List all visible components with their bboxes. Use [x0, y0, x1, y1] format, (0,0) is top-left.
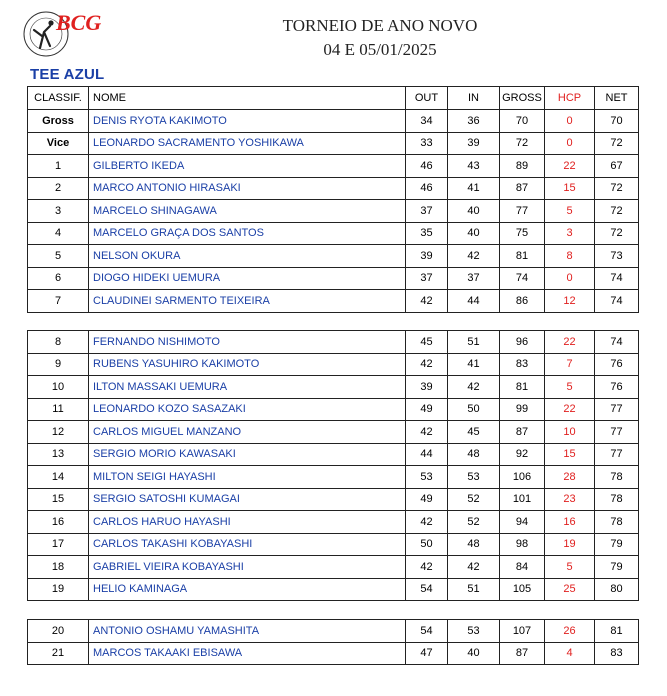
cell-in: 52 — [448, 488, 500, 511]
cell-net: 83 — [595, 642, 639, 665]
cell-in: 36 — [448, 110, 500, 133]
cell-hcp: 23 — [545, 488, 595, 511]
cell-in: 40 — [448, 200, 500, 223]
cell-in: 43 — [448, 155, 500, 178]
cell-in: 41 — [448, 177, 500, 200]
cell-out: 46 — [406, 177, 448, 200]
cell-hcp: 22 — [545, 398, 595, 421]
cell-name: CARLOS MIGUEL MANZANO — [89, 421, 406, 444]
cell-name: LEONARDO KOZO SASAZAKI — [89, 398, 406, 421]
cell-out: 49 — [406, 398, 448, 421]
table-row — [28, 331, 639, 354]
cell-net: 81 — [595, 620, 639, 643]
results-table-2 — [27, 330, 639, 601]
cell-gross: 89 — [500, 155, 545, 178]
cell-gross: 86 — [500, 290, 545, 313]
cell-hcp: 28 — [545, 466, 595, 489]
col-nome: NOME — [89, 87, 406, 110]
cell-classif: 15 — [28, 488, 89, 511]
cell-name: ILTON MASSAKI UEMURA — [89, 376, 406, 399]
cell-out: 33 — [406, 132, 448, 155]
cell-name: CLAUDINEI SARMENTO TEIXEIRA — [89, 290, 406, 313]
cell-out: 45 — [406, 331, 448, 354]
table-row — [28, 443, 639, 466]
cell-hcp: 26 — [545, 620, 595, 643]
cell-name: SERGIO MORIO KAWASAKI — [89, 443, 406, 466]
cell-gross: 74 — [500, 267, 545, 290]
cell-gross: 72 — [500, 132, 545, 155]
cell-classif: 17 — [28, 533, 89, 556]
table-row — [28, 511, 639, 534]
cell-net: 78 — [595, 466, 639, 489]
cell-out: 49 — [406, 488, 448, 511]
cell-gross: 87 — [500, 642, 545, 665]
cell-name: CARLOS TAKASHI KOBAYASHI — [89, 533, 406, 556]
results-table-3 — [27, 619, 639, 665]
cell-out: 37 — [406, 267, 448, 290]
cell-hcp: 10 — [545, 421, 595, 444]
cell-classif: 9 — [28, 353, 89, 376]
cell-out: 46 — [406, 155, 448, 178]
cell-hcp: 8 — [545, 245, 595, 268]
cell-classif: 16 — [28, 511, 89, 534]
cell-hcp: 3 — [545, 222, 595, 245]
cell-net: 76 — [595, 353, 639, 376]
cell-classif: 3 — [28, 200, 89, 223]
cell-gross: 94 — [500, 511, 545, 534]
cell-classif: 8 — [28, 331, 89, 354]
cell-net: 77 — [595, 443, 639, 466]
table-row — [28, 533, 639, 556]
cell-net: 77 — [595, 421, 639, 444]
cell-net: 70 — [595, 110, 639, 133]
cell-name: MARCELO GRAÇA DOS SANTOS — [89, 222, 406, 245]
cell-gross: 106 — [500, 466, 545, 489]
cell-net: 72 — [595, 177, 639, 200]
cell-name: MARCO ANTONIO HIRASAKI — [89, 177, 406, 200]
cell-in: 39 — [448, 132, 500, 155]
cell-gross: 83 — [500, 353, 545, 376]
tournament-title: TORNEIO DE ANO NOVO — [282, 16, 478, 35]
col-in: IN — [448, 87, 500, 110]
cell-classif: 1 — [28, 155, 89, 178]
cell-out: 37 — [406, 200, 448, 223]
table-row — [28, 290, 639, 313]
cell-name: DENIS RYOTA KAKIMOTO — [89, 110, 406, 133]
cell-out: 54 — [406, 578, 448, 601]
cell-net: 74 — [595, 267, 639, 290]
cell-in: 44 — [448, 290, 500, 313]
table-row — [28, 421, 639, 444]
cell-hcp: 16 — [545, 511, 595, 534]
cell-net: 76 — [595, 376, 639, 399]
cell-in: 42 — [448, 376, 500, 399]
cell-net: 73 — [595, 245, 639, 268]
cell-gross: 81 — [500, 245, 545, 268]
table-row — [28, 466, 639, 489]
cell-name: MARCELO SHINAGAWA — [89, 200, 406, 223]
cell-classif: 19 — [28, 578, 89, 601]
cell-hcp: 25 — [545, 578, 595, 601]
cell-in: 45 — [448, 421, 500, 444]
table-row — [28, 488, 639, 511]
table-row — [28, 556, 639, 579]
cell-in: 48 — [448, 533, 500, 556]
cell-classif: Vice — [28, 132, 89, 155]
cell-gross: 87 — [500, 177, 545, 200]
cell-name: GABRIEL VIEIRA KOBAYASHI — [89, 556, 406, 579]
cell-gross: 75 — [500, 222, 545, 245]
cell-gross: 87 — [500, 421, 545, 444]
cell-out: 53 — [406, 466, 448, 489]
cell-hcp: 5 — [545, 200, 595, 223]
cell-classif: 10 — [28, 376, 89, 399]
cell-name: LEONARDO SACRAMENTO YOSHIKAWA — [89, 132, 406, 155]
cell-gross: 81 — [500, 376, 545, 399]
cell-out: 42 — [406, 556, 448, 579]
cell-classif: 20 — [28, 620, 89, 643]
cell-name: MILTON SEIGI HAYASHI — [89, 466, 406, 489]
cell-hcp: 5 — [545, 556, 595, 579]
table-row — [28, 245, 639, 268]
cell-in: 37 — [448, 267, 500, 290]
cell-gross: 107 — [500, 620, 545, 643]
cell-out: 34 — [406, 110, 448, 133]
cell-in: 52 — [448, 511, 500, 534]
cell-name: SERGIO SATOSHI KUMAGAI — [89, 488, 406, 511]
cell-name: NELSON OKURA — [89, 245, 406, 268]
cell-classif: 21 — [28, 642, 89, 665]
cell-out: 39 — [406, 376, 448, 399]
cell-out: 42 — [406, 511, 448, 534]
cell-name: DIOGO HIDEKI UEMURA — [89, 267, 406, 290]
tee-label: TEE AZUL — [30, 66, 105, 83]
table-row — [28, 155, 639, 178]
cell-gross: 77 — [500, 200, 545, 223]
cell-in: 42 — [448, 245, 500, 268]
cell-in: 50 — [448, 398, 500, 421]
cell-classif: 11 — [28, 398, 89, 421]
cell-in: 42 — [448, 556, 500, 579]
table-row — [28, 110, 639, 133]
cell-out: 39 — [406, 245, 448, 268]
col-hcp: HCP — [545, 87, 595, 110]
col-classif: CLASSIF. — [28, 87, 89, 110]
cell-in: 51 — [448, 331, 500, 354]
cell-out: 44 — [406, 443, 448, 466]
cell-net: 67 — [595, 155, 639, 178]
cell-hcp: 7 — [545, 353, 595, 376]
cell-net: 74 — [595, 331, 639, 354]
cell-hcp: 0 — [545, 267, 595, 290]
cell-classif: 12 — [28, 421, 89, 444]
cell-name: ANTONIO OSHAMU YAMASHITA — [89, 620, 406, 643]
table-row — [28, 222, 639, 245]
table-row — [28, 398, 639, 421]
table-row — [28, 132, 639, 155]
table-row — [28, 578, 639, 601]
cell-gross: 98 — [500, 533, 545, 556]
cell-hcp: 0 — [545, 110, 595, 133]
cell-in: 53 — [448, 466, 500, 489]
cell-net: 77 — [595, 398, 639, 421]
cell-net: 79 — [595, 533, 639, 556]
col-out: OUT — [406, 87, 448, 110]
cell-hcp: 22 — [545, 331, 595, 354]
cell-out: 35 — [406, 222, 448, 245]
cell-name: FERNANDO NISHIMOTO — [89, 331, 406, 354]
cell-in: 51 — [448, 578, 500, 601]
cell-classif: Gross — [28, 110, 89, 133]
cell-classif: 2 — [28, 177, 89, 200]
col-net: NET — [595, 87, 639, 110]
cell-gross: 101 — [500, 488, 545, 511]
cell-classif: 6 — [28, 267, 89, 290]
cell-hcp: 19 — [545, 533, 595, 556]
cell-hcp: 12 — [545, 290, 595, 313]
cell-name: CARLOS HARUO HAYASHI — [89, 511, 406, 534]
cell-in: 40 — [448, 222, 500, 245]
cell-in: 41 — [448, 353, 500, 376]
cell-classif: 13 — [28, 443, 89, 466]
table-row — [28, 200, 639, 223]
table-row — [28, 620, 639, 643]
cell-classif: 4 — [28, 222, 89, 245]
table-row — [28, 376, 639, 399]
cell-in: 53 — [448, 620, 500, 643]
cell-gross: 99 — [500, 398, 545, 421]
cell-net: 78 — [595, 511, 639, 534]
cell-gross: 70 — [500, 110, 545, 133]
club-logo — [20, 6, 112, 66]
cell-hcp: 15 — [545, 177, 595, 200]
table-row — [28, 642, 639, 665]
col-gross: GROSS — [500, 87, 545, 110]
cell-gross: 96 — [500, 331, 545, 354]
cell-out: 42 — [406, 421, 448, 444]
cell-hcp: 4 — [545, 642, 595, 665]
logo-text: BCG — [56, 10, 102, 35]
cell-name: HELIO KAMINAGA — [89, 578, 406, 601]
tournament-date: 04 E 05/01/2025 — [323, 40, 437, 59]
cell-classif: 5 — [28, 245, 89, 268]
cell-net: 72 — [595, 132, 639, 155]
cell-net: 80 — [595, 578, 639, 601]
cell-out: 42 — [406, 353, 448, 376]
cell-net: 79 — [595, 556, 639, 579]
cell-hcp: 22 — [545, 155, 595, 178]
cell-out: 42 — [406, 290, 448, 313]
cell-in: 48 — [448, 443, 500, 466]
table-header — [28, 87, 639, 110]
cell-name: GILBERTO IKEDA — [89, 155, 406, 178]
cell-gross: 105 — [500, 578, 545, 601]
table-row — [28, 177, 639, 200]
cell-name: MARCOS TAKAAKI EBISAWA — [89, 642, 406, 665]
cell-in: 40 — [448, 642, 500, 665]
cell-gross: 84 — [500, 556, 545, 579]
cell-out: 47 — [406, 642, 448, 665]
table-row — [28, 353, 639, 376]
cell-net: 72 — [595, 222, 639, 245]
cell-classif: 14 — [28, 466, 89, 489]
cell-classif: 18 — [28, 556, 89, 579]
table-row — [28, 267, 639, 290]
cell-net: 72 — [595, 200, 639, 223]
results-table-1 — [27, 86, 639, 313]
cell-hcp: 5 — [545, 376, 595, 399]
cell-classif: 7 — [28, 290, 89, 313]
cell-out: 54 — [406, 620, 448, 643]
cell-gross: 92 — [500, 443, 545, 466]
cell-hcp: 0 — [545, 132, 595, 155]
cell-hcp: 15 — [545, 443, 595, 466]
cell-net: 78 — [595, 488, 639, 511]
cell-out: 50 — [406, 533, 448, 556]
cell-net: 74 — [595, 290, 639, 313]
cell-name: RUBENS YASUHIRO KAKIMOTO — [89, 353, 406, 376]
